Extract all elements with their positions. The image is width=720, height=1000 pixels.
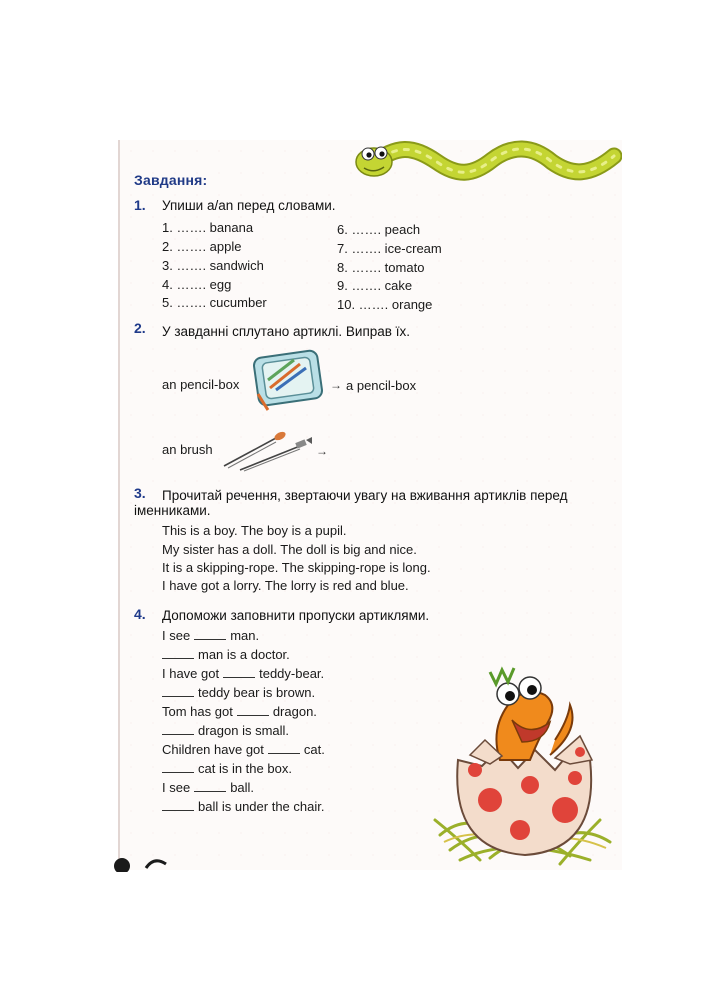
task1-item-1: 1. ……. banana bbox=[162, 220, 254, 235]
task1-item-10: 10. ……. orange bbox=[337, 297, 433, 312]
task2-instruction: У завданні сплутано артиклі. Виправ їх. bbox=[162, 324, 410, 339]
task3-number: 3. bbox=[134, 485, 146, 501]
task4-number: 4. bbox=[134, 606, 146, 622]
task2-row1-text: an pencil-box bbox=[162, 377, 240, 392]
task4-line-6: dragon is small. bbox=[162, 723, 289, 738]
corner-decoration bbox=[112, 852, 172, 872]
dinosaur-egg-illustration bbox=[430, 660, 620, 866]
task3-sentence-4: I have got a lorry. The lorry is red and blue. bbox=[162, 578, 409, 593]
task4-line-2: man is a doctor. bbox=[162, 647, 290, 662]
task1-item-4: 4. ……. egg bbox=[162, 277, 232, 292]
pencil-box-illustration bbox=[248, 346, 328, 414]
task1-item-2: 2. ……. apple bbox=[162, 239, 242, 254]
task4-line-8: cat is in the box. bbox=[162, 761, 292, 776]
task4-line-7: Children have got cat. bbox=[162, 742, 325, 757]
brush-illustration bbox=[220, 428, 315, 472]
task4-line-5: Tom has got dragon. bbox=[162, 704, 317, 719]
task1-item-7: 7. ……. ice-cream bbox=[337, 241, 442, 256]
task2-number: 2. bbox=[134, 320, 146, 336]
task1-item-6: 6. ……. peach bbox=[337, 222, 421, 237]
task4-line-10: ball is under the chair. bbox=[162, 799, 324, 814]
task1-item-8: 8. ……. tomato bbox=[337, 260, 425, 275]
task1-item-3: 3. ……. sandwich bbox=[162, 258, 264, 273]
task2-row2-text: an brush bbox=[162, 442, 213, 457]
task4-instruction: Допоможи заповнити пропуски артиклями. bbox=[162, 608, 430, 623]
task3-sentence-3: It is a skipping-rope. The skipping-rope is long. bbox=[162, 560, 431, 575]
task4-line-3: I have got teddy-bear. bbox=[162, 666, 325, 681]
task4-line-1: I see man. bbox=[162, 628, 260, 643]
task2-row2-arrow: → bbox=[316, 444, 328, 458]
task2-row1-arrow: → bbox=[330, 378, 342, 392]
task3-sentence-2: My sister has a doll. The doll is big and nice. bbox=[162, 542, 417, 557]
task2-row1-answer: a pencil-box bbox=[346, 378, 417, 393]
task1-item-9: 9. ……. cake bbox=[337, 278, 413, 293]
task1-item-5: 5. ……. cucumber bbox=[162, 295, 267, 310]
task1-instruction: Упиши a/an перед словами. bbox=[162, 198, 336, 213]
task4-line-9: I see ball. bbox=[162, 780, 255, 795]
task3-sentence-1: This is a boy. The boy is a pupil. bbox=[162, 523, 347, 538]
task1-number: 1. bbox=[134, 197, 146, 213]
task4-line-4: teddy bear is brown. bbox=[162, 685, 315, 700]
page-heading: Завдання: bbox=[134, 172, 208, 188]
task3-instruction-line1: Прочитай речення, звертаючи увагу на вживання артиклів перед bbox=[162, 488, 568, 503]
task3-instruction-line2: іменниками. bbox=[134, 503, 211, 518]
snake-illustration bbox=[352, 140, 622, 188]
